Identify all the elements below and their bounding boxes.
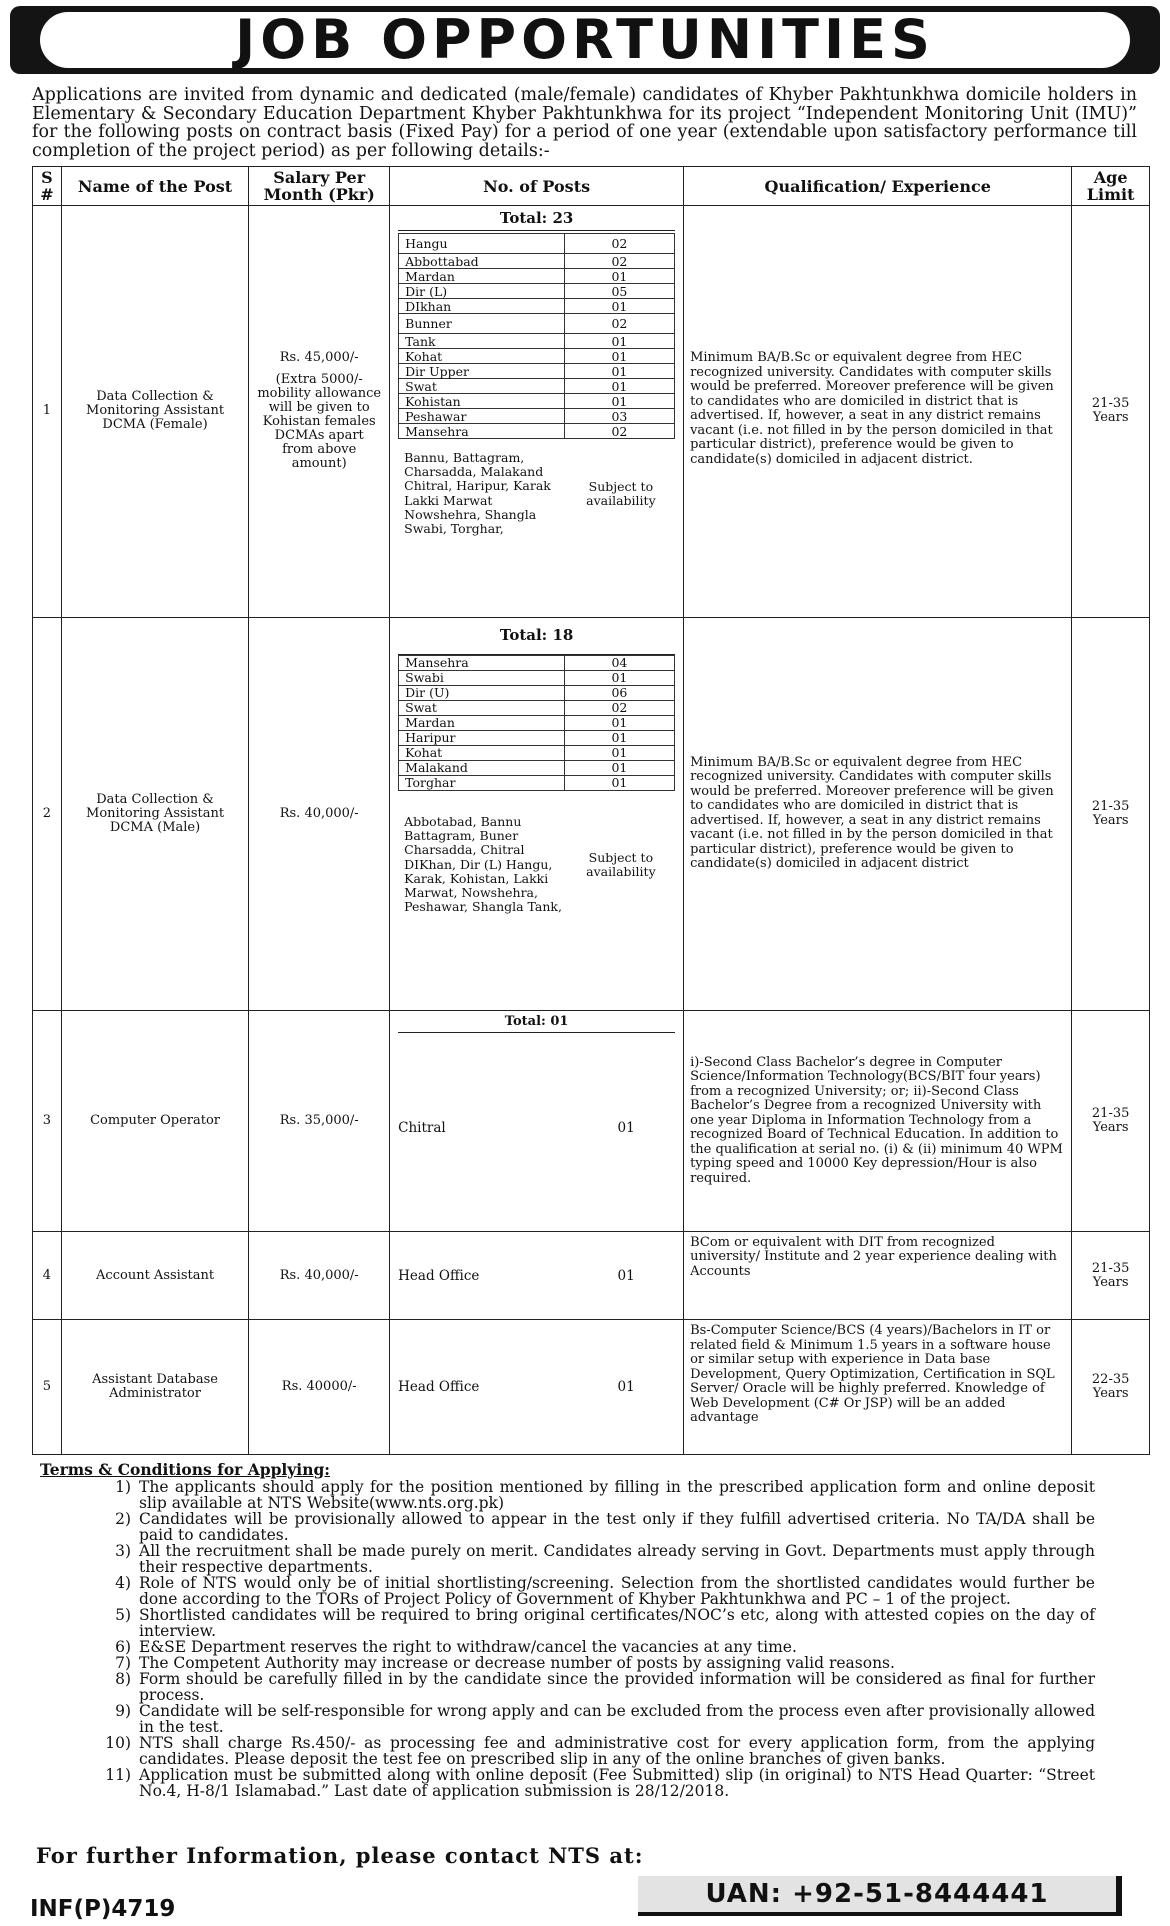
table-row (33, 617, 1150, 1010)
district-name: Dir (U) (399, 685, 565, 700)
posts-total: Total: 01 (398, 1011, 675, 1033)
term-number: 10) (105, 1734, 131, 1752)
term-number: 4) (115, 1574, 131, 1592)
district-name: Dir Upper (399, 364, 565, 379)
post-place: Chitral (398, 1119, 446, 1136)
header-age: Age Limit (1072, 167, 1150, 206)
posts-total: Total: 23 (398, 206, 675, 231)
district-count: 02 (564, 424, 674, 439)
row-salary: Rs. 40,000/- (249, 1231, 390, 1319)
district-name: DIkhan (399, 299, 565, 314)
row-salary: Rs. 35,000/- (249, 1010, 390, 1231)
district-count: 06 (564, 685, 674, 700)
term-item (95, 1703, 1095, 1735)
district-name: Bunner (399, 314, 565, 334)
term-item (95, 1735, 1095, 1767)
posts-total: Total: 18 (398, 618, 675, 655)
header-post-name: Name of the Post (61, 167, 248, 206)
district-count: 02 (564, 254, 674, 269)
term-item (95, 1479, 1095, 1511)
district-name: Dir (L) (399, 284, 565, 299)
row-sno: 4 (33, 1231, 62, 1319)
term-text: Candidates will be provisionally allowed to appear in the test only if they fulfill advertised criteria. No TA/DA shall be paid to candidates. (139, 1510, 1095, 1544)
subject-note: Subject to availability (586, 849, 656, 879)
district-count: 01 (564, 364, 674, 379)
subject-districts: Abbotabad, Bannu Battagram, Buner Charsadda, Chitral DIKhan, Dir (L) Hangu, Karak, Kohistan, Lakki Marwat, Nowshehra, Peshawar, Shangla Tank, (404, 813, 562, 915)
district-count: 01 (564, 394, 674, 409)
row-posts (390, 1231, 684, 1319)
header-sno: S # (33, 167, 62, 206)
district-count: 01 (564, 760, 674, 775)
row-posts (390, 206, 684, 618)
term-number: 2) (115, 1510, 131, 1528)
row-post-name: Account Assistant (61, 1231, 248, 1319)
table-row (33, 1010, 1150, 1231)
term-item (95, 1607, 1095, 1639)
row-salary: Rs. 40000/- (249, 1320, 390, 1455)
table-row (33, 1320, 1150, 1455)
intro-paragraph: Applications are invited from dynamic and dedicated (male/female) candidates of Khyber Pakhtunkhwa domicile holders in Elementary & Secondary Education Department Khyber Pakhtunkhwa for its project “Independent Monitoring Unit (IMU)” for the following posts on contract basis (Fixed Pay) for a period of one year (extendable upon satisfactory performance till completion of the project period) as per following details:- (32, 85, 1137, 161)
district-name: Kohistan (399, 394, 565, 409)
term-number: 7) (115, 1654, 131, 1672)
district-count: 04 (564, 655, 674, 670)
jobs-table (32, 166, 1150, 1455)
district-count: 01 (564, 269, 674, 284)
single-post (390, 1033, 683, 1223)
row-posts (390, 617, 684, 1010)
term-text: The Competent Authority may increase or decrease number of posts by assigning valid reasons. (139, 1654, 895, 1672)
row-age: 21-35 Years (1072, 206, 1150, 618)
row-posts (390, 1010, 684, 1231)
title-inner (40, 8, 1130, 71)
district-count: 01 (564, 715, 674, 730)
term-text: Role of NTS would only be of initial shortlisting/screening. Selection from the shortlisted candidates would further be done according to the TORs of Project Policy of Government of Khyber Pakhtunkhwa and PC – 1 of the project. (139, 1574, 1095, 1608)
row-post-name: Data Collection & Monitoring Assistant DCMA (Female) (61, 206, 248, 618)
terms-heading: Terms & Conditions for Applying: (40, 1460, 331, 1479)
post-count: 01 (617, 1267, 635, 1284)
district-count: 01 (564, 334, 674, 349)
row-sno: 5 (33, 1320, 62, 1455)
term-number: 3) (115, 1542, 131, 1560)
contact-line: For further Information, please contact NTS at: (36, 1843, 644, 1868)
row-qualification: i)-Second Class Bachelor’s degree in Computer Science/Information Technology(BCS/BIT four years) from a recognized University; or; ii)-Second Class Bachelor’s Degree from a recognized University with one year Diploma in Information Technology from a recognized Board of Technical Education. In addition to the qualification at serial no. (i) & (ii) minimum 40 WPM typing speed and 10000 Key depression/Hour is also required. (684, 1010, 1072, 1231)
row-qualification: Bs-Computer Science/BCS (4 years)/Bachelors in IT or related field & Minimum 1.5 years in a software house or similar setup with experience in Data base Development, Query Optimization, Certification in SQL Server/ Oracle will be highly preferred. Knowledge of Web Development (C# Or JSP) will be an added advantage (684, 1320, 1072, 1455)
district-name: Torghar (399, 775, 565, 790)
post-place: Head Office (398, 1379, 480, 1396)
term-item (95, 1543, 1095, 1575)
row-posts (390, 1320, 684, 1455)
district-count: 01 (564, 379, 674, 394)
district-name: Swabi (399, 670, 565, 685)
term-number: 1) (115, 1478, 131, 1496)
single-post (390, 1379, 683, 1395)
term-text: NTS shall charge Rs.450/- as processing fee and administrative cost for every application form, from the applying candidates. Please deposit the test fee on prescribed slip in any of the online branches of given banks. (139, 1734, 1095, 1768)
district-count: 03 (564, 409, 674, 424)
single-post (390, 1268, 683, 1284)
row-post-name: Assistant Database Administrator (61, 1320, 248, 1455)
district-count: 01 (564, 775, 674, 790)
district-name: Mansehra (399, 655, 565, 670)
row-sno: 1 (33, 206, 62, 618)
term-text: Candidate will be self-responsible for wrong apply and can be excluded from the process even after provisionally allowed in the test. (139, 1702, 1095, 1736)
term-number: 5) (115, 1606, 131, 1624)
salary-note: (Extra 5000/- mobility allowance will be given to Kohistan females DCMAs apart from above amount) (257, 372, 382, 472)
district-table (398, 233, 675, 439)
inf-code: INF(P)4719 (30, 1896, 176, 1922)
row-qualification: BCom or equivalent with DIT from recognized university/ Institute and 2 year experience dealing with Accounts (684, 1231, 1072, 1319)
district-name: Abbottabad (399, 254, 565, 269)
district-name: Tank (399, 334, 565, 349)
row-post-name: Computer Operator (61, 1010, 248, 1231)
salary-amount: Rs. 45,000/- (279, 350, 359, 366)
row-salary (249, 206, 390, 618)
table-row (33, 1231, 1150, 1319)
term-item (95, 1671, 1095, 1703)
district-count: 01 (564, 349, 674, 364)
row-post-name: Data Collection & Monitoring Assistant DCMA (Male) (61, 617, 248, 1010)
district-count: 02 (564, 314, 674, 334)
uan-box: UAN: +92-51-8444441 (638, 1876, 1122, 1916)
subject-block (398, 439, 675, 542)
row-qualification: Minimum BA/B.Sc or equivalent degree from HEC recognized university. Candidates with computer skills would be preferred. Moreover preference will be given to candidates who are domiciled in district that is advertised. If, however, a seat in any district remains vacant (i.e. not filled in by the person domiciled in that particular district), preference would be given to candidate(s) domiciled in adjacent district. (684, 206, 1072, 618)
row-age: 21-35 Years (1072, 1231, 1150, 1319)
header-qualification: Qualification/ Experience (684, 167, 1072, 206)
term-text: The applicants should apply for the position mentioned by filling in the prescribed application form and online deposit slip available at NTS Website(www.nts.org.pk) (139, 1478, 1095, 1512)
terms-list (95, 1479, 1095, 1799)
district-count: 01 (564, 745, 674, 760)
term-text: All the recruitment shall be made purely on merit. Candidates already serving in Govt. Departments must apply through their respective departments. (139, 1542, 1095, 1576)
subject-districts: Bannu, Battagram, Charsadda, Malakand Chitral, Haripur, Karak Lakki Marwat Nowshehra, Shangla Swabi, Torghar, (404, 450, 551, 537)
post-count: 01 (617, 1119, 635, 1136)
term-item (95, 1639, 1095, 1655)
term-item (95, 1767, 1095, 1799)
term-number: 9) (115, 1702, 131, 1720)
term-text: Shortlisted candidates will be required to bring original certificates/NOC’s etc, along with attested copies on the day of interview. (139, 1606, 1095, 1640)
term-text: Application must be submitted along with online deposit (Fee Submitted) slip (in original) to NTS Head Quarter: “Street No.4, H-8/1 Islamabad.” Last date of application submission is 28/12/2018. (139, 1766, 1095, 1800)
district-count: 02 (564, 700, 674, 715)
post-count: 01 (617, 1379, 635, 1396)
district-count: 02 (564, 234, 674, 254)
page-title: JOB OPPORTUNITIES (235, 8, 935, 71)
subject-note: Subject to availability (586, 478, 656, 508)
row-sno: 3 (33, 1010, 62, 1231)
district-count: 01 (564, 670, 674, 685)
district-name: Peshawar (399, 409, 565, 424)
term-number: 6) (115, 1638, 131, 1656)
district-name: Hangu (399, 234, 565, 254)
term-text: E&SE Department reserves the right to withdraw/cancel the vacancies at any time. (139, 1638, 797, 1656)
district-name: Swat (399, 379, 565, 394)
row-age: 21-35 Years (1072, 617, 1150, 1010)
header-salary: Salary Per Month (Pkr) (249, 167, 390, 206)
term-item (95, 1511, 1095, 1543)
header-posts: No. of Posts (390, 167, 684, 206)
district-name: Mardan (399, 269, 565, 284)
district-name: Haripur (399, 730, 565, 745)
district-name: Mansehra (399, 424, 565, 439)
district-table (398, 655, 675, 791)
row-salary: Rs. 40,000/- (249, 617, 390, 1010)
title-banner (10, 6, 1160, 74)
row-sno: 2 (33, 617, 62, 1010)
district-name: Kohat (399, 745, 565, 760)
term-number: 8) (115, 1670, 131, 1688)
post-place: Head Office (398, 1267, 480, 1284)
district-count: 01 (564, 299, 674, 314)
term-text: Form should be carefully filled in by the candidate since the provided information will be considered as final for further process. (139, 1670, 1095, 1704)
district-name: Mardan (399, 715, 565, 730)
term-number: 11) (105, 1766, 131, 1784)
district-count: 01 (564, 730, 674, 745)
term-item (95, 1655, 1095, 1671)
table-row (33, 206, 1150, 618)
district-name: Swat (399, 700, 565, 715)
subject-block (398, 791, 675, 920)
district-count: 05 (564, 284, 674, 299)
row-age: 21-35 Years (1072, 1010, 1150, 1231)
district-name: Kohat (399, 349, 565, 364)
row-qualification: Minimum BA/B.Sc or equivalent degree from HEC recognized university. Candidates with computer skills would be preferred. Moreover preference will be given to candidates who are domiciled in district that is advertised. If, however, a seat in any district remains vacant (i.e. not filled in by the person domiciled in that particular district), preference would be given to candidate(s) domiciled in adjacent district (684, 617, 1072, 1010)
district-name: Malakand (399, 760, 565, 775)
term-item (95, 1575, 1095, 1607)
row-age: 22-35 Years (1072, 1320, 1150, 1455)
